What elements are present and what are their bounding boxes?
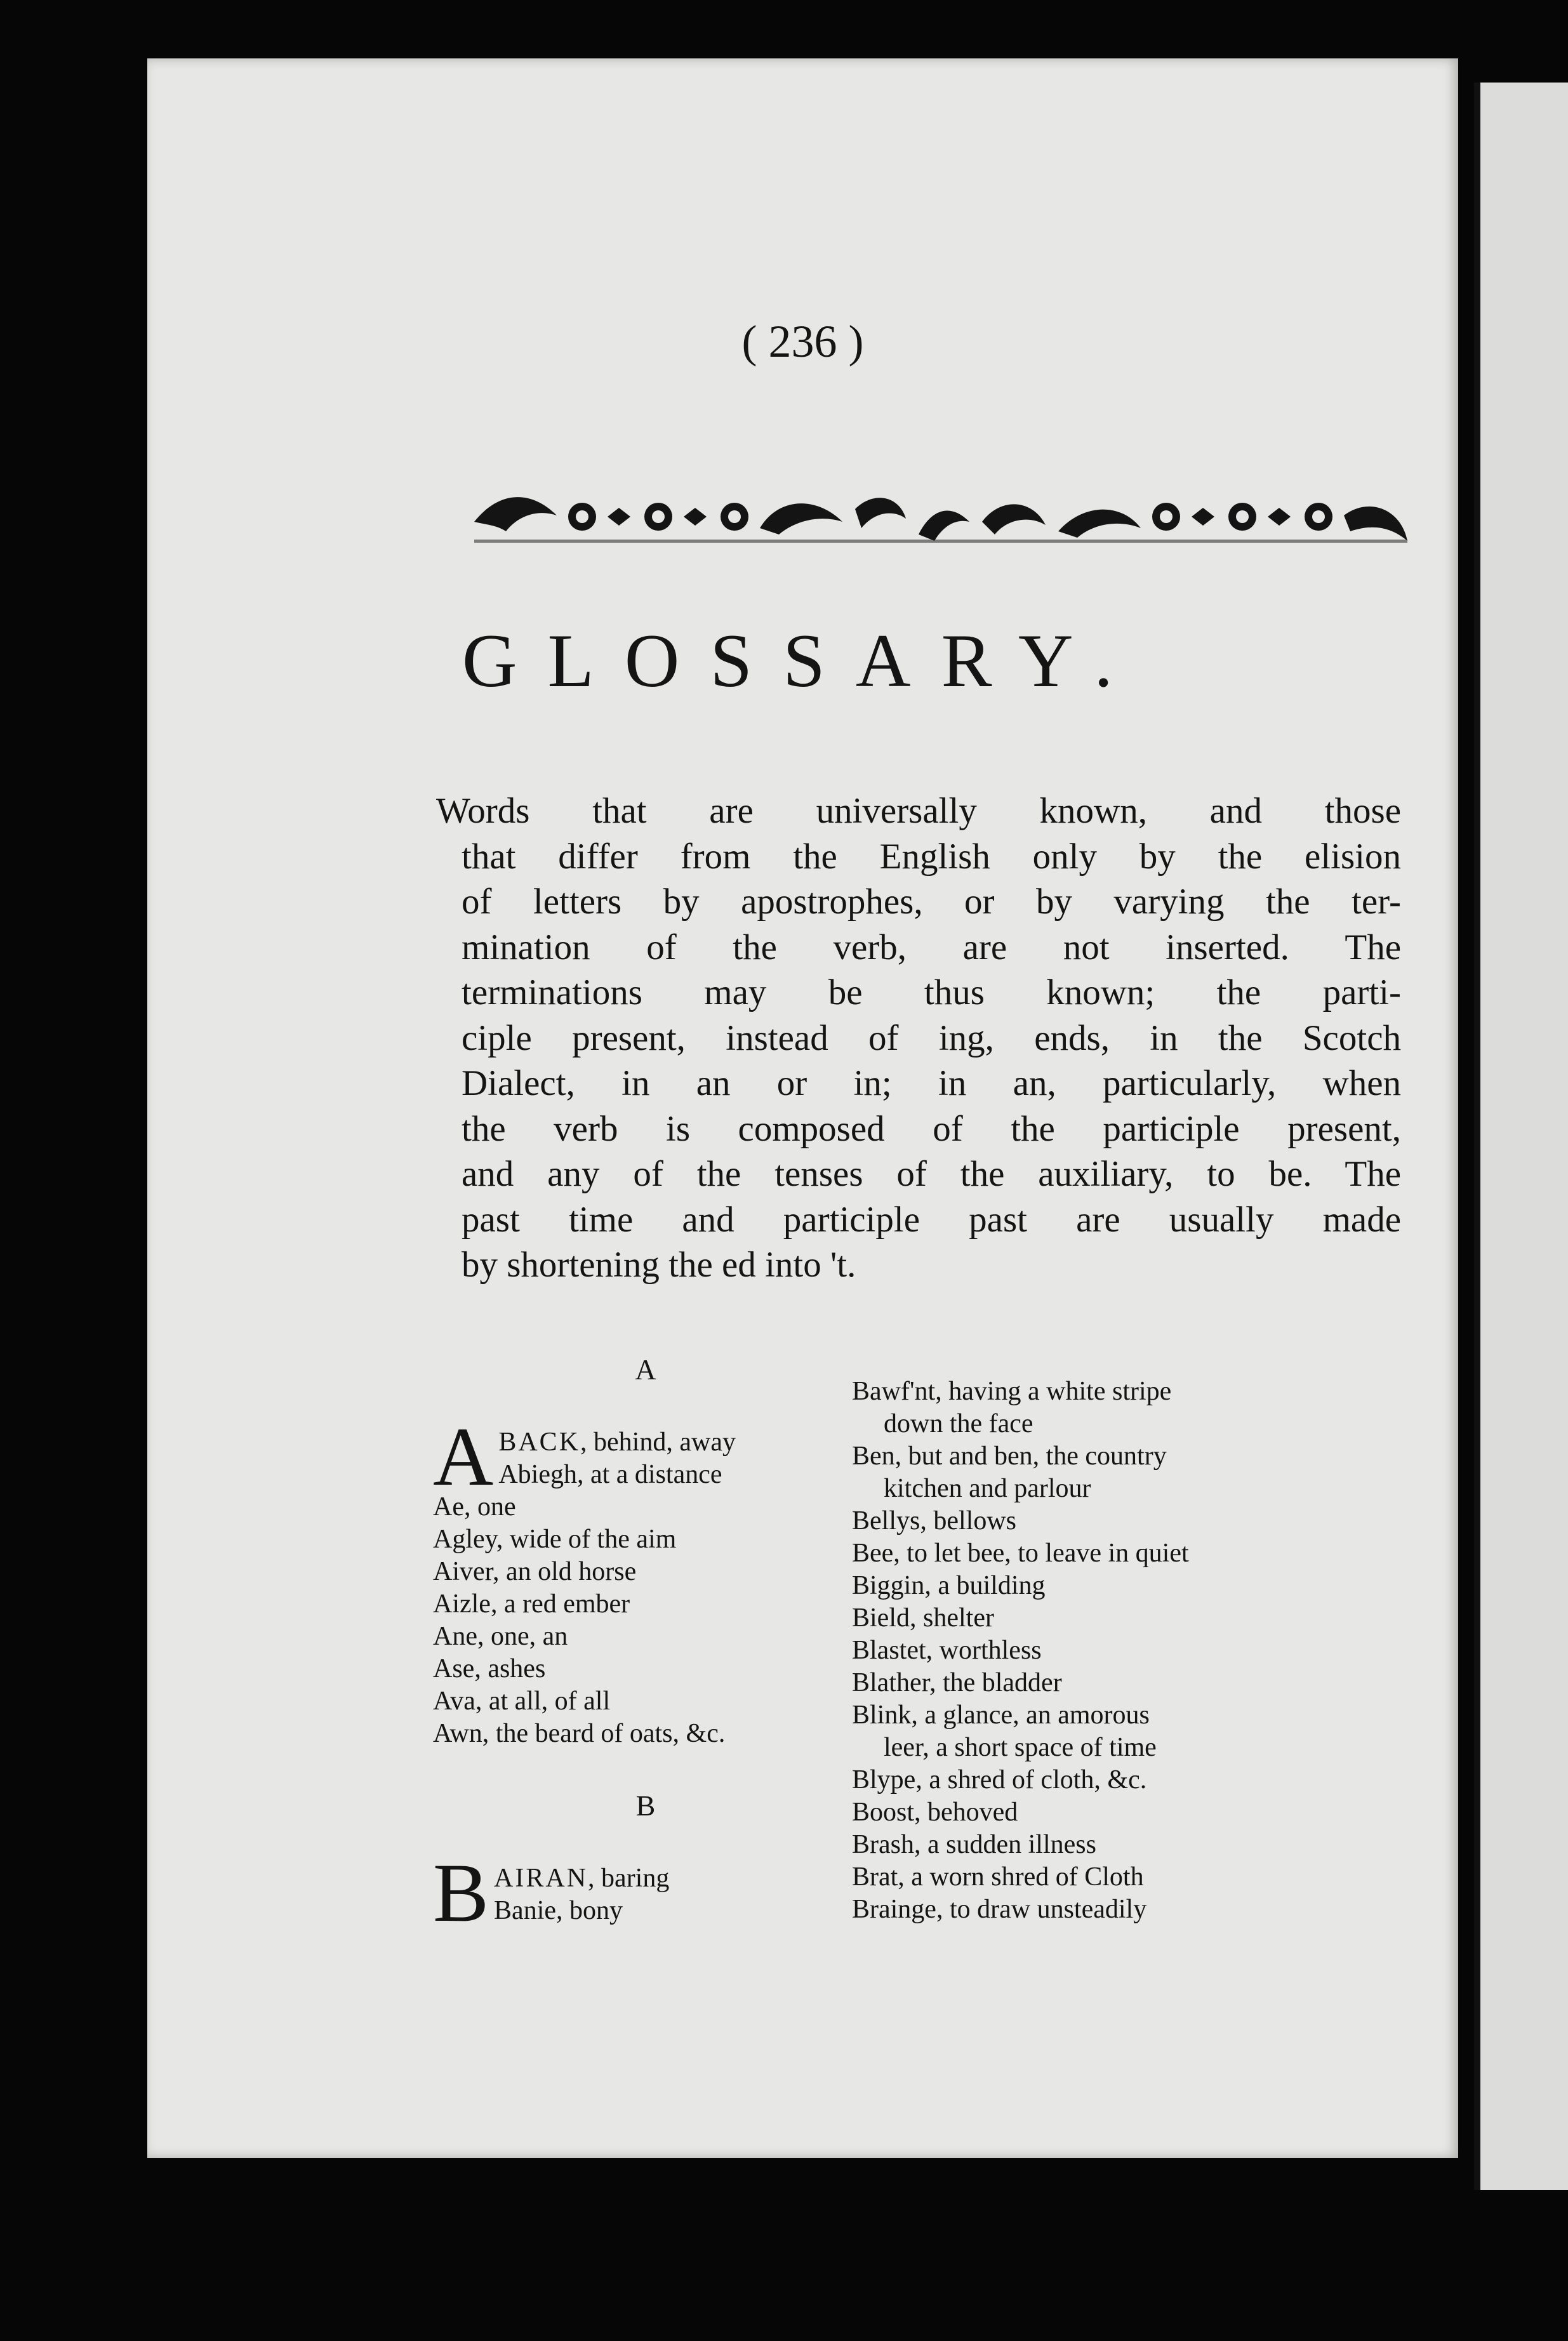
entry-definition: , baring xyxy=(588,1864,670,1893)
glossary-entry: Brat, a worn shred of Cloth xyxy=(852,1862,1144,1892)
glossary-entry xyxy=(498,1426,736,1459)
page-title: GLOSSARY. xyxy=(462,618,1144,703)
glossary-entry: Ase, ashes xyxy=(433,1654,546,1683)
glossary-right-column xyxy=(852,1376,1423,1926)
intro-paragraph xyxy=(436,788,1401,1288)
entry-definition: , behind, away xyxy=(580,1428,736,1457)
page-sheet xyxy=(147,58,1458,2158)
section-letter-b: B xyxy=(635,1789,656,1822)
entry-word: AIRAN xyxy=(494,1864,588,1893)
glossary-entry: Agley, wide of the aim xyxy=(433,1525,677,1554)
drop-cap-b: B xyxy=(433,1846,489,1939)
glossary-left-column xyxy=(433,1353,839,1939)
drop-cap-entry-a xyxy=(433,1410,839,1503)
page-number: ( 236 ) xyxy=(741,316,864,367)
glossary-entry: Blather, the bladder xyxy=(852,1668,1062,1697)
glossary-entry: Bield, shelter xyxy=(852,1603,994,1633)
glossary-entry xyxy=(494,1862,669,1895)
section-letter-a: A xyxy=(635,1353,656,1386)
drop-cap-a: A xyxy=(433,1410,494,1503)
intro-line: of letters by apostrophes, or by varying the ter- xyxy=(462,882,1401,922)
glossary-entry: Brainge, to draw unsteadily xyxy=(852,1895,1147,1924)
drop-cap-entry-b xyxy=(433,1846,839,1939)
glossary-entry: Bellys, bellows xyxy=(852,1506,1016,1535)
glossary-entry: Aizle, a red ember xyxy=(433,1589,630,1619)
entry-word: BACK xyxy=(498,1428,581,1457)
glossary-entry: Ben, but and ben, the country kitchen and parlour xyxy=(852,1442,1167,1503)
glossary-entry: Boost, behoved xyxy=(852,1798,1018,1827)
glossary-entry: Brash, a sudden illness xyxy=(852,1830,1096,1859)
glossary-entry: Blastet, worthless xyxy=(852,1636,1042,1665)
intro-line: terminations may be thus known; the parti- xyxy=(462,972,1401,1012)
intro-line: by shortening the ed into 't. xyxy=(462,1245,856,1285)
adjacent-page-edge xyxy=(1474,83,1568,2190)
intro-line: ciple present, instead of ing, ends, in the Scotch xyxy=(462,1018,1401,1058)
intro-line: the verb is composed of the participle present, xyxy=(462,1108,1401,1149)
intro-line: Dialect, in an or in; in an, particularly, when xyxy=(462,1063,1401,1103)
glossary-entry: Ae, one xyxy=(433,1492,516,1522)
glossary-entry: Blype, a shred of cloth, &c. xyxy=(852,1765,1147,1794)
intro-line: and any of the tenses of the auxiliary, to be. The xyxy=(462,1154,1401,1194)
glossary-entry: Abiegh, at a distance xyxy=(498,1460,722,1489)
intro-line: Words that are universally known, and those xyxy=(436,791,1401,831)
glossary-entry: Bawf'nt, having a white stripe down the face xyxy=(852,1377,1172,1438)
intro-line: mination of the verb, are not inserted. The xyxy=(462,927,1401,967)
glossary-entry: Aiver, an old horse xyxy=(433,1557,637,1586)
glossary-entry: Blink, a glance, an amorous leer, a short space of time xyxy=(852,1701,1157,1762)
decorative-ornament-icon xyxy=(462,471,1414,560)
intro-line: that differ from the English only by the elision xyxy=(462,836,1401,877)
glossary-entry: Bee, to let bee, to leave in quiet xyxy=(852,1539,1189,1568)
glossary-entry: Awn, the beard of oats, &c. xyxy=(433,1719,726,1748)
glossary-entry: Ane, one, an xyxy=(433,1622,568,1651)
glossary-entry: Biggin, a building xyxy=(852,1571,1046,1600)
intro-line: past time and participle past are usually made xyxy=(462,1199,1401,1240)
glossary-entry: Banie, bony xyxy=(494,1896,623,1925)
glossary-entry: Ava, at all, of all xyxy=(433,1687,611,1716)
